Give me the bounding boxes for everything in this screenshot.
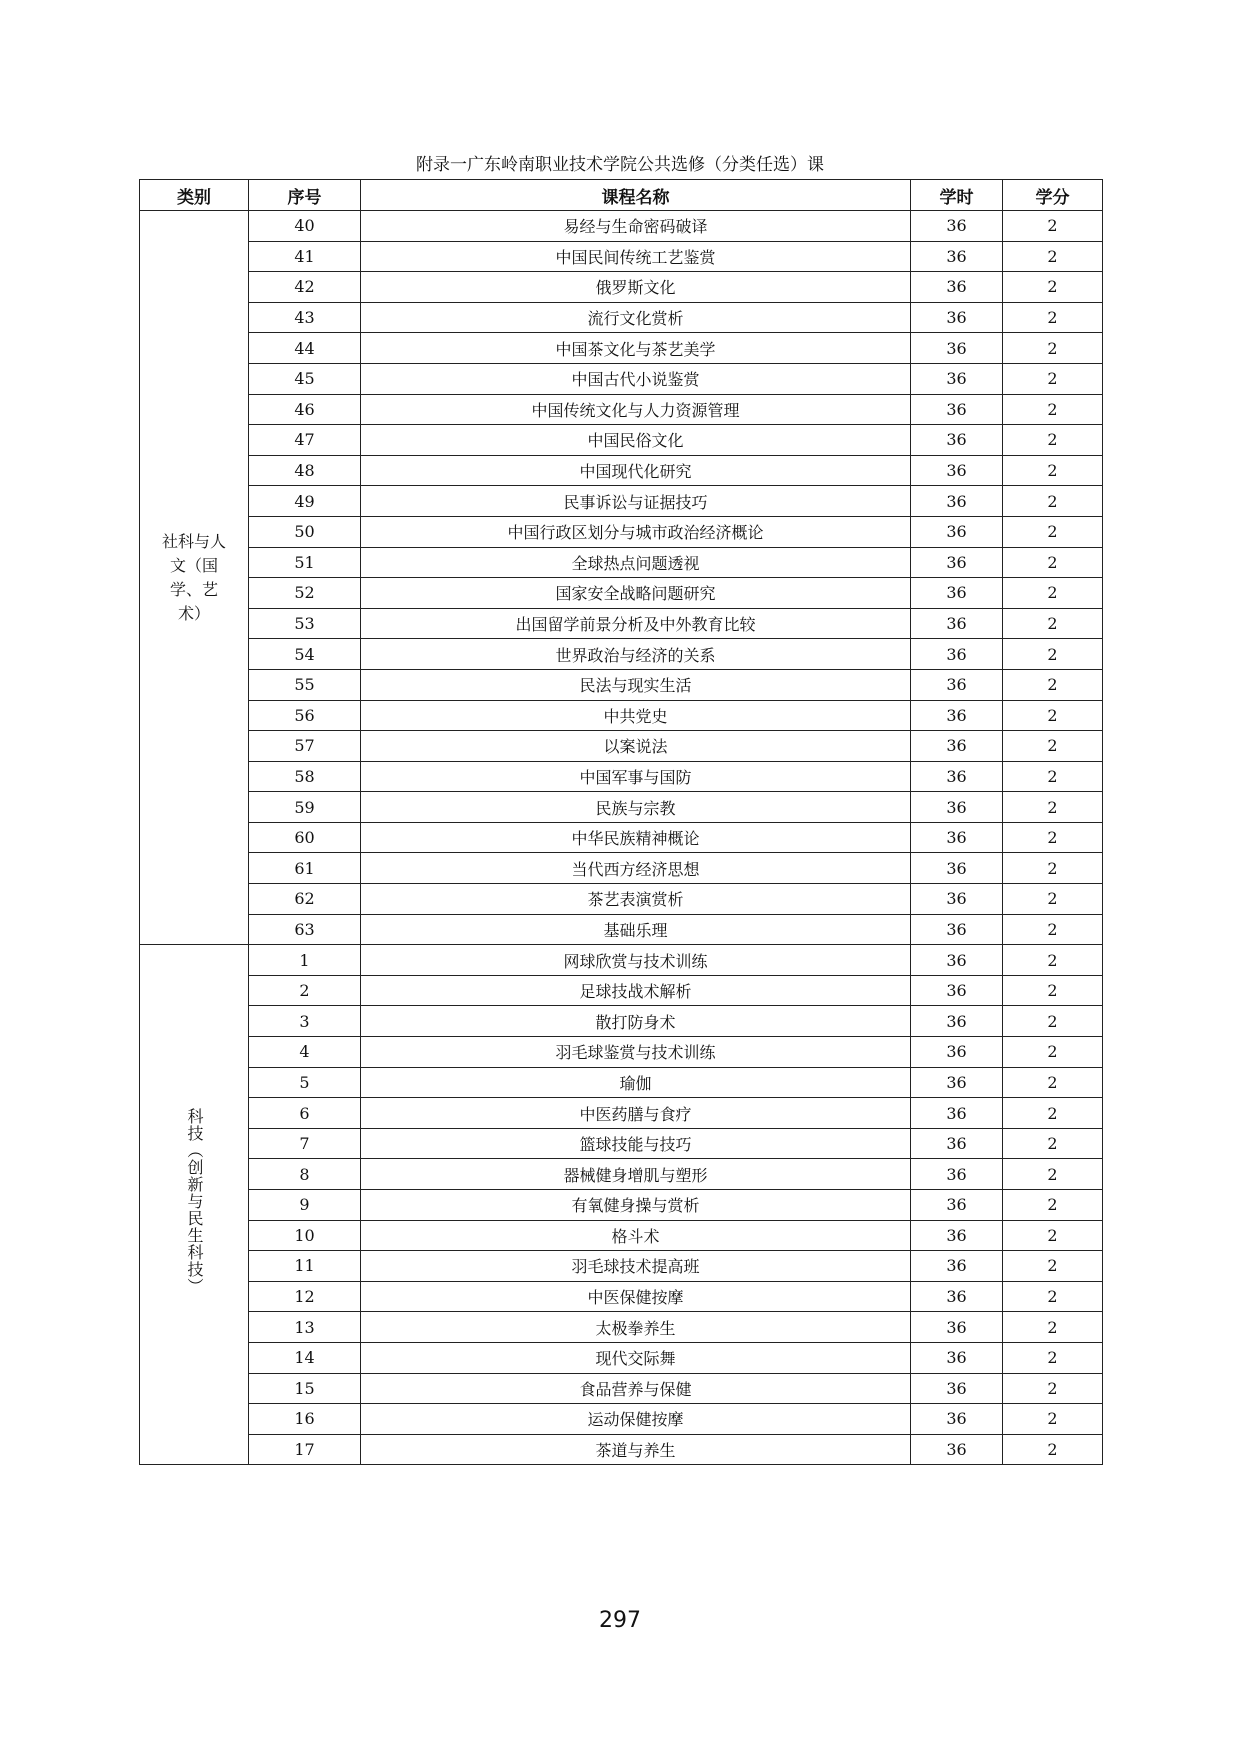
table-row [140,792,1103,823]
course-name-cell: 中华民族精神概论 [361,822,911,853]
credits-cell: 2 [1003,1220,1103,1251]
hours-cell: 36 [911,333,1003,364]
table-row [140,1373,1103,1404]
category-cell [140,945,249,1465]
table-row [140,1251,1103,1282]
table-row [140,1098,1103,1129]
table-row [140,1434,1103,1465]
credits-cell: 2 [1003,639,1103,670]
course-name-cell: 中医保健按摩 [361,1281,911,1312]
credits-cell: 2 [1003,333,1103,364]
course-name-cell: 中国古代小说鉴赏 [361,363,911,394]
credits-cell: 2 [1003,1006,1103,1037]
course-number-cell: 62 [249,884,361,915]
category-cell [140,211,249,945]
credits-cell: 2 [1003,884,1103,915]
table-row [140,302,1103,333]
course-number-cell: 17 [249,1434,361,1465]
hours-cell: 36 [911,853,1003,884]
course-number-cell: 43 [249,302,361,333]
credits-cell: 2 [1003,700,1103,731]
hours-cell: 36 [911,639,1003,670]
course-number-cell: 47 [249,425,361,456]
course-name-cell: 民事诉讼与证据技巧 [361,486,911,517]
header-number: 序号 [249,180,361,211]
course-number-cell: 50 [249,516,361,547]
hours-cell: 36 [911,516,1003,547]
course-number-cell: 54 [249,639,361,670]
credits-cell: 2 [1003,272,1103,303]
course-number-cell: 40 [249,211,361,242]
course-name-cell: 全球热点问题透视 [361,547,911,578]
course-number-cell: 57 [249,731,361,762]
credits-cell: 2 [1003,363,1103,394]
hours-cell: 36 [911,1037,1003,1068]
credits-cell: 2 [1003,822,1103,853]
credits-cell: 2 [1003,945,1103,976]
course-number-cell: 56 [249,700,361,731]
course-number-cell: 5 [249,1067,361,1098]
credits-cell: 2 [1003,792,1103,823]
header-course-name: 课程名称 [361,180,911,211]
credits-cell: 2 [1003,455,1103,486]
hours-cell: 36 [911,884,1003,915]
credits-cell: 2 [1003,1159,1103,1190]
course-name-cell: 中共党史 [361,700,911,731]
course-number-cell: 46 [249,394,361,425]
course-name-cell: 中国民俗文化 [361,425,911,456]
course-name-cell: 中国行政区划分与城市政治经济概论 [361,516,911,547]
table-row [140,1006,1103,1037]
course-name-cell: 民法与现实生活 [361,669,911,700]
credits-cell: 2 [1003,547,1103,578]
course-name-cell: 民族与宗教 [361,792,911,823]
course-number-cell: 12 [249,1281,361,1312]
hours-cell: 36 [911,1220,1003,1251]
course-number-cell: 44 [249,333,361,364]
hours-cell: 36 [911,914,1003,945]
credits-cell: 2 [1003,241,1103,272]
course-name-cell: 中医药膳与食疗 [361,1098,911,1129]
course-number-cell: 2 [249,975,361,1006]
course-table [139,179,1103,1465]
hours-cell: 36 [911,486,1003,517]
table-row [140,975,1103,1006]
course-name-cell: 羽毛球技术提高班 [361,1251,911,1282]
table-row [140,914,1103,945]
course-number-cell: 53 [249,608,361,639]
hours-cell: 36 [911,1434,1003,1465]
hours-cell: 36 [911,455,1003,486]
course-number-cell: 49 [249,486,361,517]
course-name-cell: 中国民间传统工艺鉴赏 [361,241,911,272]
course-name-cell: 食品营养与保健 [361,1373,911,1404]
credits-cell: 2 [1003,211,1103,242]
course-name-cell: 现代交际舞 [361,1342,911,1373]
course-name-cell: 出国留学前景分析及中外教育比较 [361,608,911,639]
table-row [140,241,1103,272]
hours-cell: 36 [911,211,1003,242]
credits-cell: 2 [1003,914,1103,945]
hours-cell: 36 [911,1098,1003,1129]
hours-cell: 36 [911,363,1003,394]
course-name-cell: 国家安全战略问题研究 [361,578,911,609]
credits-cell: 2 [1003,761,1103,792]
course-name-cell: 羽毛球鉴赏与技术训练 [361,1037,911,1068]
course-name-cell: 足球技战术解析 [361,975,911,1006]
credits-cell: 2 [1003,975,1103,1006]
course-number-cell: 16 [249,1404,361,1435]
hours-cell: 36 [911,272,1003,303]
table-row [140,1220,1103,1251]
hours-cell: 36 [911,1067,1003,1098]
credits-cell: 2 [1003,1404,1103,1435]
table-row [140,608,1103,639]
credits-cell: 2 [1003,1037,1103,1068]
course-number-cell: 6 [249,1098,361,1129]
header-row [140,180,1103,211]
table-row [140,333,1103,364]
header-credits: 学分 [1003,180,1103,211]
table-row [140,945,1103,976]
course-name-cell: 基础乐理 [361,914,911,945]
table-row [140,272,1103,303]
course-name-cell: 网球欣赏与技术训练 [361,945,911,976]
hours-cell: 36 [911,394,1003,425]
credits-cell: 2 [1003,1067,1103,1098]
hours-cell: 36 [911,1006,1003,1037]
credits-cell: 2 [1003,853,1103,884]
table-row [140,731,1103,762]
credits-cell: 2 [1003,608,1103,639]
credits-cell: 2 [1003,1251,1103,1282]
table-row [140,1159,1103,1190]
table-row [140,1312,1103,1343]
course-name-cell: 运动保健按摩 [361,1404,911,1435]
hours-cell: 36 [911,945,1003,976]
course-name-cell: 世界政治与经济的关系 [361,639,911,670]
table-row [140,425,1103,456]
hours-cell: 36 [911,761,1003,792]
hours-cell: 36 [911,975,1003,1006]
course-name-cell: 中国茶文化与茶艺美学 [361,333,911,364]
credits-cell: 2 [1003,394,1103,425]
hours-cell: 36 [911,425,1003,456]
hours-cell: 36 [911,547,1003,578]
hours-cell: 36 [911,608,1003,639]
hours-cell: 36 [911,1342,1003,1373]
course-number-cell: 11 [249,1251,361,1282]
course-number-cell: 48 [249,455,361,486]
credits-cell: 2 [1003,1342,1103,1373]
course-number-cell: 60 [249,822,361,853]
credits-cell: 2 [1003,302,1103,333]
table-row [140,700,1103,731]
course-number-cell: 3 [249,1006,361,1037]
credits-cell: 2 [1003,1281,1103,1312]
hours-cell: 36 [911,1251,1003,1282]
credits-cell: 2 [1003,1312,1103,1343]
course-number-cell: 42 [249,272,361,303]
table-row [140,669,1103,700]
course-number-cell: 1 [249,945,361,976]
course-number-cell: 41 [249,241,361,272]
credits-cell: 2 [1003,1434,1103,1465]
course-number-cell: 55 [249,669,361,700]
course-name-cell: 篮球技能与技巧 [361,1128,911,1159]
table-row [140,1067,1103,1098]
course-name-cell: 中国现代化研究 [361,455,911,486]
course-name-cell: 当代西方经济思想 [361,853,911,884]
credits-cell: 2 [1003,731,1103,762]
table-row [140,1037,1103,1068]
hours-cell: 36 [911,1281,1003,1312]
course-name-cell: 易经与生命密码破译 [361,211,911,242]
table-row [140,547,1103,578]
course-number-cell: 8 [249,1159,361,1190]
hours-cell: 36 [911,731,1003,762]
table-row [140,853,1103,884]
hours-cell: 36 [911,700,1003,731]
course-number-cell: 13 [249,1312,361,1343]
table-row [140,1281,1103,1312]
course-number-cell: 52 [249,578,361,609]
course-number-cell: 9 [249,1190,361,1221]
course-name-cell: 茶道与养生 [361,1434,911,1465]
hours-cell: 36 [911,669,1003,700]
hours-cell: 36 [911,1404,1003,1435]
table-row [140,1190,1103,1221]
table-row [140,822,1103,853]
course-number-cell: 61 [249,853,361,884]
hours-cell: 36 [911,1128,1003,1159]
credits-cell: 2 [1003,1098,1103,1129]
course-table-body [140,211,1103,1465]
table-row [140,761,1103,792]
table-row [140,578,1103,609]
course-name-cell: 流行文化赏析 [361,302,911,333]
table-row [140,884,1103,915]
credits-cell: 2 [1003,1128,1103,1159]
hours-cell: 36 [911,1373,1003,1404]
credits-cell: 2 [1003,486,1103,517]
credits-cell: 2 [1003,425,1103,456]
header-hours: 学时 [911,180,1003,211]
course-number-cell: 45 [249,363,361,394]
course-name-cell: 格斗术 [361,1220,911,1251]
credits-cell: 2 [1003,578,1103,609]
hours-cell: 36 [911,241,1003,272]
hours-cell: 36 [911,1312,1003,1343]
course-name-cell: 器械健身增肌与塑形 [361,1159,911,1190]
course-name-cell: 太极拳养生 [361,1312,911,1343]
hours-cell: 36 [911,1159,1003,1190]
hours-cell: 36 [911,578,1003,609]
course-name-cell: 茶艺表演赏析 [361,884,911,915]
category-label: 社科与人文（国学、艺术） [161,531,226,623]
course-name-cell: 有氧健身操与赏析 [361,1190,911,1221]
header-category: 类别 [140,180,249,211]
course-number-cell: 4 [249,1037,361,1068]
course-number-cell: 51 [249,547,361,578]
table-row [140,211,1103,242]
course-name-cell: 以案说法 [361,731,911,762]
credits-cell: 2 [1003,1190,1103,1221]
hours-cell: 36 [911,822,1003,853]
course-name-cell: 散打防身术 [361,1006,911,1037]
course-number-cell: 15 [249,1373,361,1404]
table-row [140,1404,1103,1435]
hours-cell: 36 [911,1190,1003,1221]
course-name-cell: 中国传统文化与人力资源管理 [361,394,911,425]
table-row [140,394,1103,425]
category-label: 科技（创新与民生科技） [185,1107,204,1295]
course-name-cell: 中国军事与国防 [361,761,911,792]
course-number-cell: 10 [249,1220,361,1251]
table-row [140,516,1103,547]
table-row [140,1128,1103,1159]
table-row [140,363,1103,394]
credits-cell: 2 [1003,516,1103,547]
table-row [140,1342,1103,1373]
course-number-cell: 58 [249,761,361,792]
table-row [140,455,1103,486]
credits-cell: 2 [1003,1373,1103,1404]
table-title: 附录一广东岭南职业技术学院公共选修（分类任选）课 [416,155,824,175]
hours-cell: 36 [911,302,1003,333]
table-row [140,486,1103,517]
course-number-cell: 63 [249,914,361,945]
course-name-cell: 瑜伽 [361,1067,911,1098]
course-number-cell: 14 [249,1342,361,1373]
course-number-cell: 59 [249,792,361,823]
table-row [140,639,1103,670]
hours-cell: 36 [911,792,1003,823]
credits-cell: 2 [1003,669,1103,700]
page-number: 297 [599,1608,641,1633]
course-number-cell: 7 [249,1128,361,1159]
course-name-cell: 俄罗斯文化 [361,272,911,303]
